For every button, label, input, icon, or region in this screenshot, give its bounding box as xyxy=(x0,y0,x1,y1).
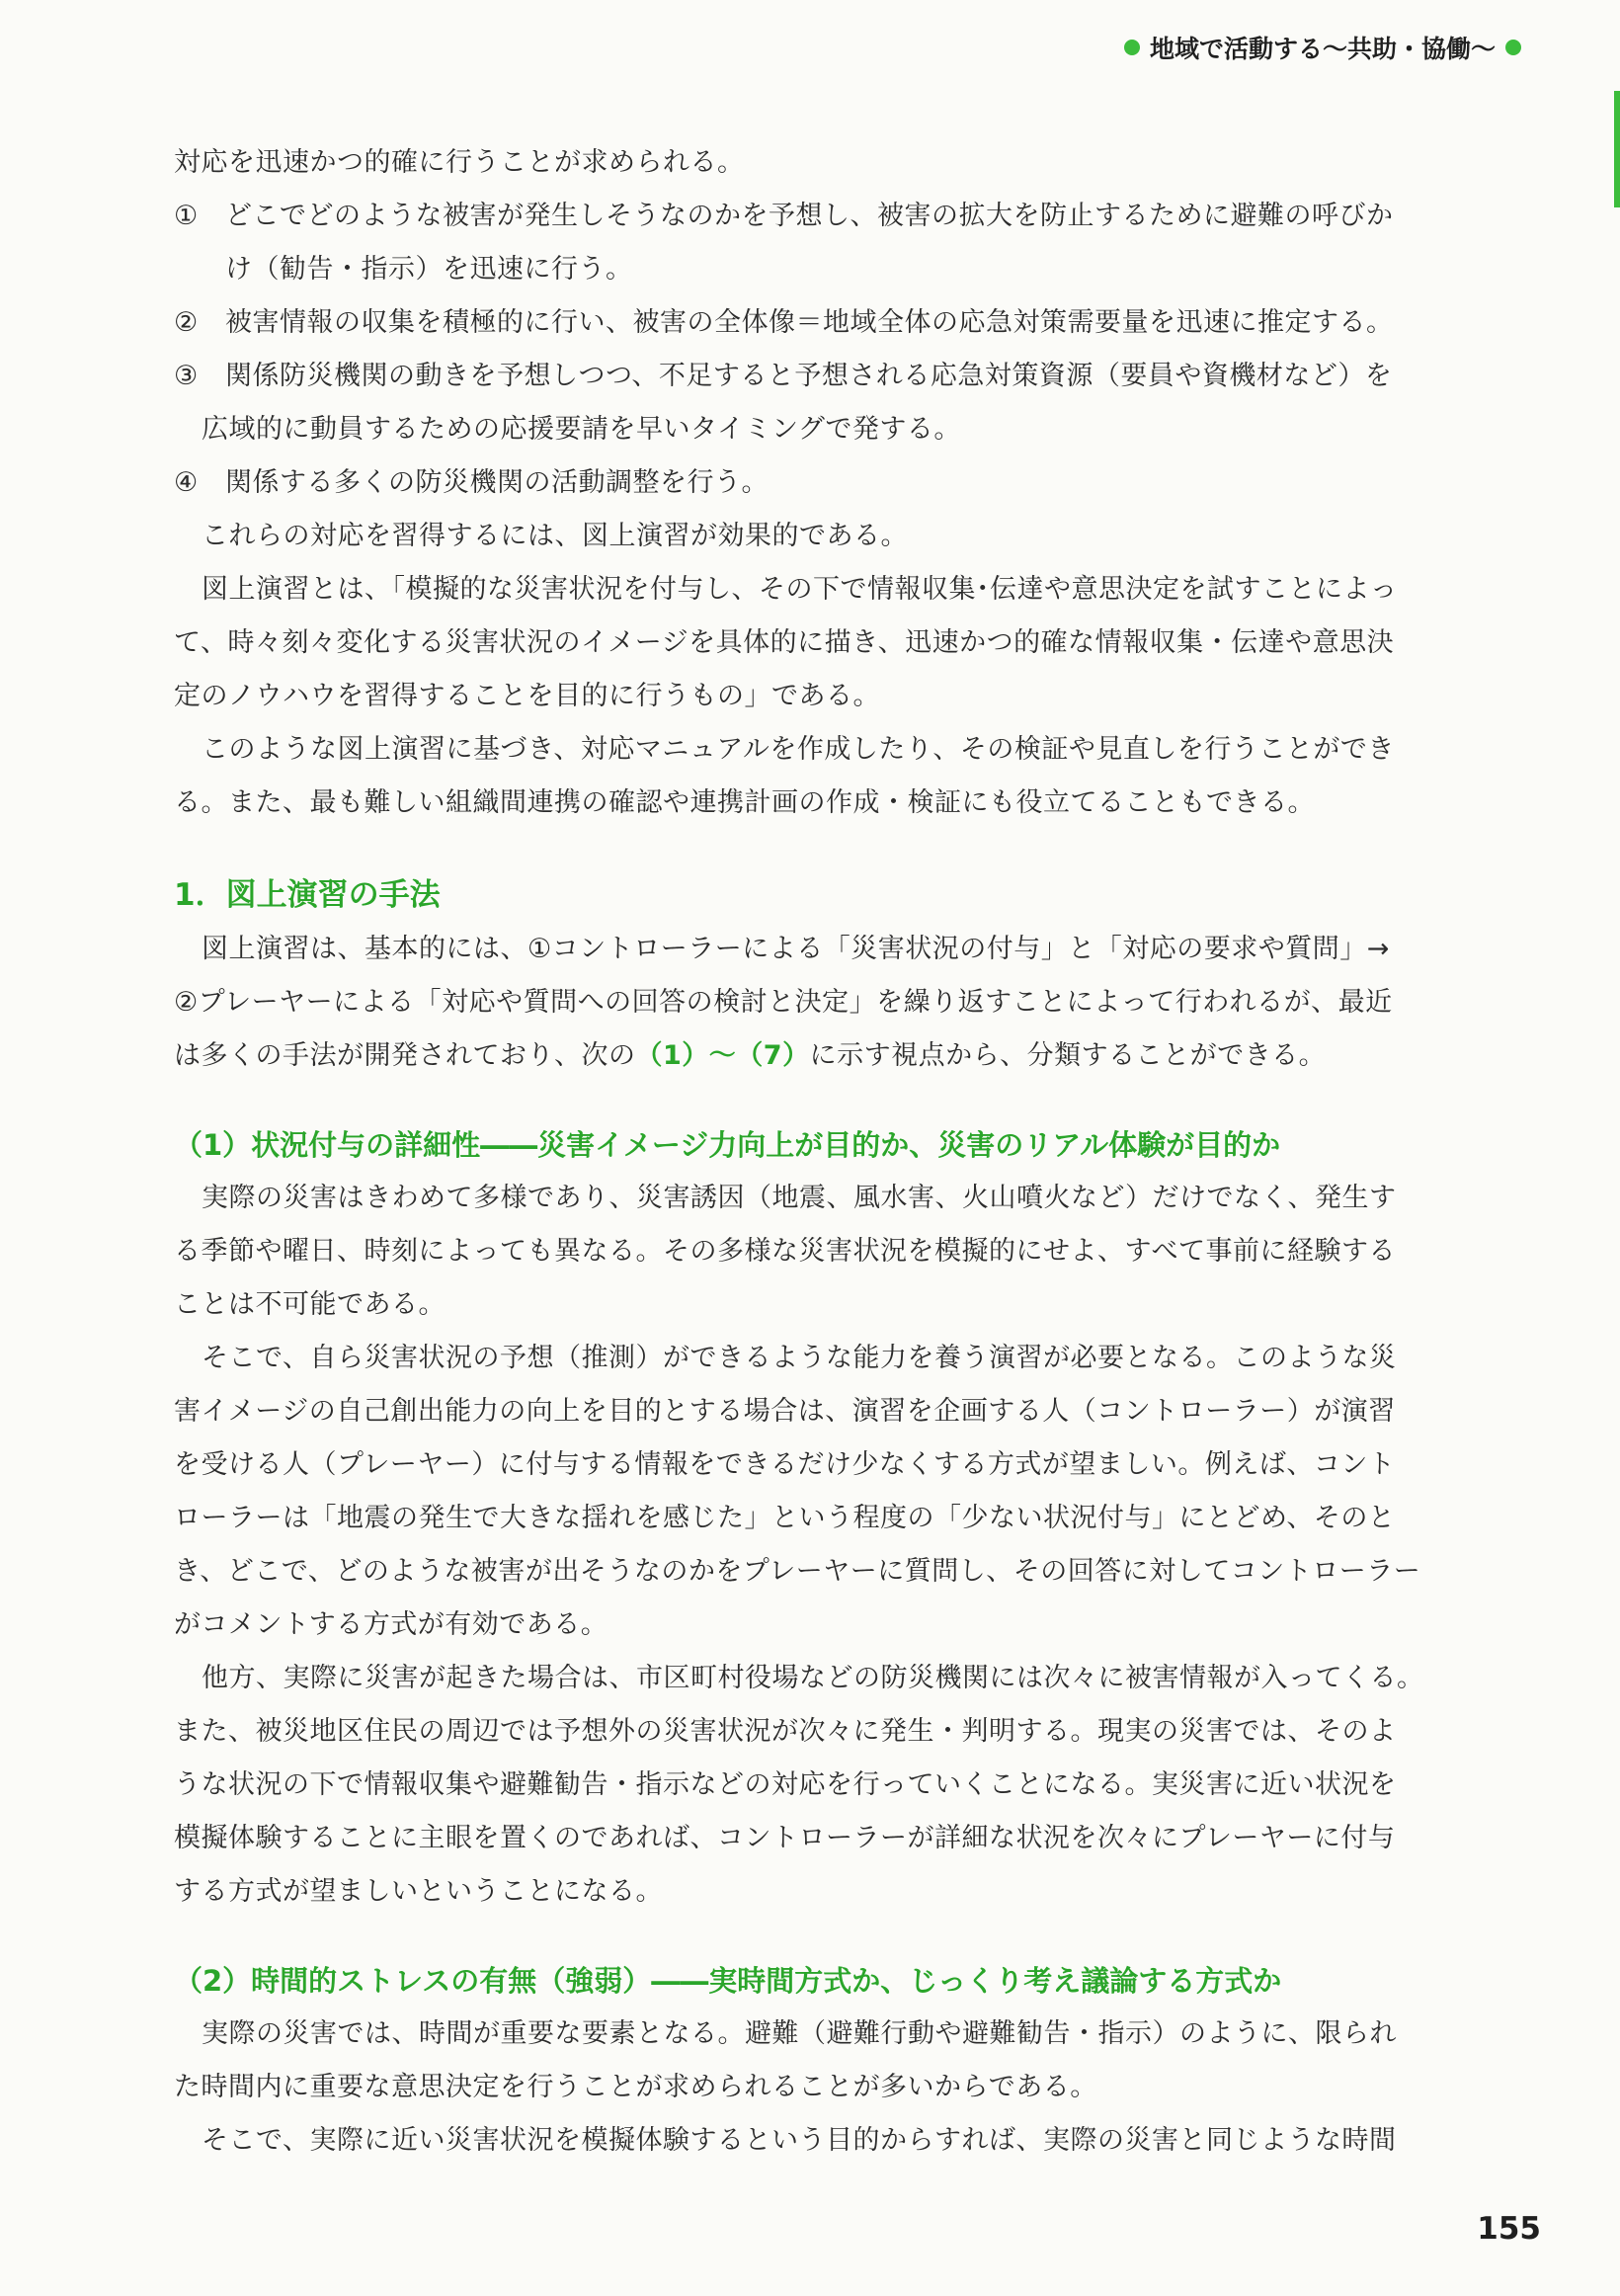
paragraph-line: そこで、実際に近い災害状況を模擬体験するという目的からすれば、実際の災害と同じような時間 xyxy=(202,2125,1397,2156)
list-item-continuation: け（勧告・指示）を迅速に行う。 xyxy=(225,254,633,285)
subsection-heading: （1）状況付与の詳細性――災害イメージ力向上が目的か、災害のリアル体験が目的か xyxy=(174,1128,1281,1162)
list-number: ③ xyxy=(174,361,199,391)
list-item xyxy=(174,296,1428,350)
paragraph-line: ローラーは「地震の発生で大きな揺れを感じた」という程度の「少ない状況付与」にとどめ、そのと xyxy=(174,1503,1396,1533)
text-run: は多くの手法が開発されており、次の xyxy=(174,1040,636,1071)
paragraph-line: 実際の災害では、時間が重要な要素となる。避難（避難行動や避難勧告・指示）のように、限られ xyxy=(202,2018,1397,2049)
list-number: ② xyxy=(174,307,199,338)
paragraph-line: る季節や曜日、時刻によっても異なる。その多様な災害状況を模擬的にせよ、すべて事前に経験する xyxy=(174,1236,1396,1267)
paragraph-line: 模擬体験することに主眼を置くのであれば、コントローラーが詳細な状況を次々にプレーヤーに付与 xyxy=(174,1823,1396,1853)
list-item-continuation: 広域的に動員するための応援要請を早いタイミングで発する。 xyxy=(202,414,961,445)
chapter-tab-marker xyxy=(1614,91,1620,207)
paragraph-line: ことは不可能である。 xyxy=(174,1289,446,1320)
list-text: どこでどのような被害が発生しそうなのかを予想し、被害の拡大を防止するために避難の呼びか xyxy=(225,201,1394,231)
paragraph-line: た時間内に重要な意思決定を行うことが求められることが多いからである。 xyxy=(174,2072,1097,2102)
paragraph-line: を受ける人（プレーヤー）に付与する情報をできるだけ少なくする方式が望ましい。例えば、コント xyxy=(174,1449,1396,1480)
paragraph-line: る。また、最も難しい組織間連携の確認や連携計画の作成・検証にも役立てることもできる。 xyxy=(174,787,1315,818)
paragraph-line: がコメントする方式が有効である。 xyxy=(174,1609,608,1640)
paragraph-line: する方式が望ましいということになる。 xyxy=(174,1876,663,1907)
bullet-dot-icon xyxy=(1124,40,1140,55)
intro-line: 対応を迅速かつ的確に行うことが求められる。 xyxy=(174,147,745,178)
paragraph-line: 実際の災害はきわめて多様であり、災害誘因（地震、風水害、火山噴火など）だけでなく、発生す xyxy=(202,1183,1397,1213)
page-number: 155 xyxy=(1477,2211,1541,2247)
list-number: ① xyxy=(174,201,199,231)
paragraph-line: 図上演習とは、「模擬的な災害状況を付与し、その下で情報収集･伝達や意思決定を試すことによっ xyxy=(202,574,1398,605)
paragraph-line: 他方、実際に災害が起きた場合は、市区町村役場などの防災機関には次々に被害情報が入ってくる。 xyxy=(202,1663,1424,1693)
paragraph-line: そこで、自ら災害状況の予想（推測）ができるような能力を養う演習が必要となる。このような災 xyxy=(202,1343,1397,1373)
text-run: に示す視点から、分類することができる。 xyxy=(809,1040,1327,1071)
header-title: 地域で活動する〜共助・協働〜 xyxy=(1149,35,1496,63)
list-item xyxy=(174,456,1428,510)
section-heading: 1．図上演習の手法 xyxy=(174,877,441,913)
paragraph-line: これらの対応を習得するには、図上演習が効果的である。 xyxy=(202,521,908,551)
range-reference: （1）〜（7） xyxy=(635,1040,810,1071)
list-number: ④ xyxy=(174,467,199,498)
paragraph-line: うな状況の下で情報収集や避難勧告・指示などの対応を行っていくことになる。実災害に近い状況を xyxy=(174,1769,1397,1800)
paragraph-line: て、時々刻々変化する災害状況のイメージを具体的に描き、迅速かつ的確な情報収集・伝達や意思決 xyxy=(174,627,1395,658)
list-text: 関係する多くの防災機関の活動調整を行う。 xyxy=(225,467,769,498)
paragraph-line: 害イメージの自己創出能力の向上を目的とする場合は、演習を企画する人（コントローラー）が演習 xyxy=(174,1396,1396,1427)
paragraph-line: ②プレーヤーによる「対応や質問への回答の検討と決定」を繰り返すことによって行われるが、最近 xyxy=(174,987,1393,1018)
page-body xyxy=(174,136,1428,2168)
paragraph-line xyxy=(174,1029,1428,1083)
subsection-heading: （2）時間的ストレスの有無（強弱）――実時間方式か、じっくり考え議論する方式か xyxy=(174,1964,1282,1998)
list-item xyxy=(174,190,1428,243)
list-text: 関係防災機関の動きを予想しつつ、不足すると予想される応急対策資源（要員や資機材など）を xyxy=(225,361,1393,391)
bullet-dot-icon xyxy=(1505,40,1521,55)
paragraph-line: また、被災地区住民の周辺では予想外の災害状況が次々に発生・判明する。現実の災害では、そのよ xyxy=(174,1716,1397,1747)
paragraph-line: このような図上演習に基づき、対応マニュアルを作成したり、その検証や見直しを行うことができ xyxy=(202,734,1395,765)
paragraph-line: 定のノウハウを習得することを目的に行うもの」である。 xyxy=(174,681,880,711)
list-item xyxy=(174,350,1428,403)
paragraph-line: き、どこで、どのような被害が出そうなのかをプレーヤーに質問し、その回答に対してコントローラー xyxy=(174,1556,1421,1587)
list-text: 被害情報の収集を積極的に行い、被害の全体像＝地域全体の応急対策需要量を迅速に推定する。 xyxy=(225,307,1394,338)
paragraph-line: 図上演習は、基本的には、①コントローラーによる「災害状況の付与」と「対応の要求や質問」→ xyxy=(202,934,1390,964)
running-header xyxy=(1124,30,1521,65)
